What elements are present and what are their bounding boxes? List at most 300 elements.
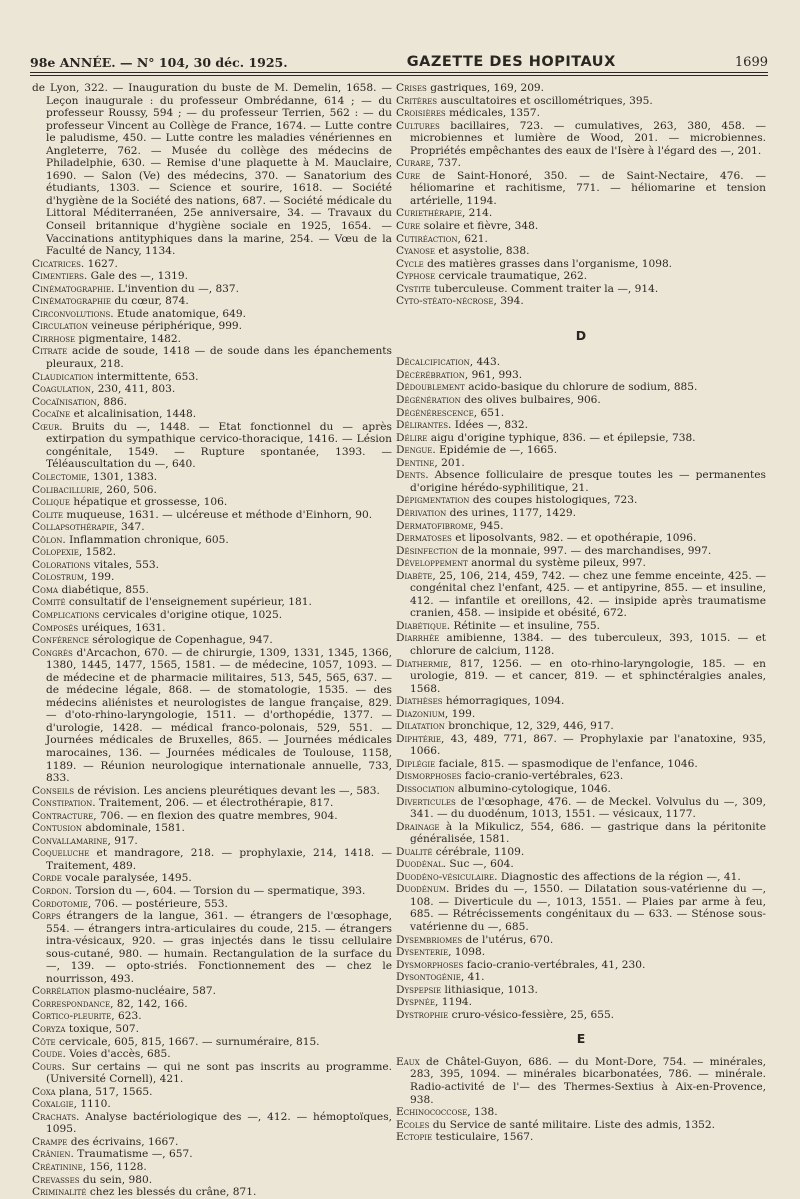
index-term: Croisières [396,107,446,120]
index-references: 1301, 1383. [89,470,158,483]
index-entry [32,822,392,835]
index-references: 886. [100,395,128,408]
index-entry [32,1111,392,1136]
index-term: Désinfection [396,544,458,557]
index-references: facio-cranio-vertébrales, 623. [461,770,624,783]
index-references: Absence folliculaire de presque toutes les — permanentes d'origine hérédo-syphilitique, 21. [410,469,766,494]
index-entry [32,1086,392,1099]
index-column-right [396,82,766,1144]
index-references: de révision. Les anciens pleurétiques devant les —, 583. [74,784,380,797]
index-references: 443. [473,356,501,369]
section-heading-d: D [575,327,587,343]
index-term: Coqueluche [32,847,90,860]
index-references: acido-basique du chlorure de sodium, 885. [464,381,698,394]
index-references: 201. [437,456,465,469]
index-references: plana, 517, 1565. [55,1085,153,1098]
index-group-c [396,82,766,308]
index-entry [32,835,392,848]
index-entry [32,1174,392,1187]
index-entry [32,571,392,584]
index-references: aigu d'origine typhique, 836. — et épilepsie, 738. [427,431,696,444]
index-entry [396,444,766,457]
index-term: Circonvolutions. [32,307,114,320]
index-entry [396,695,766,708]
index-term: Congrès [32,646,73,659]
index-term: Contracture, [32,809,97,822]
index-entry [396,708,766,721]
index-entry [32,898,392,911]
index-references: du cœur, 874. [110,295,189,308]
index-entry [32,421,392,471]
index-term: Cours. [32,1060,66,1073]
index-term: Cinématographie [32,295,111,308]
index-references: 214. [465,207,493,220]
index-term: Dysenterie, [396,946,452,959]
index-term: Correspondance, [32,997,114,1010]
index-term: Colibacillurie, [32,483,103,496]
page-header [30,40,768,70]
index-references: 25, 106, 214, 459, 742. — chez une femme enceinte, 425. — congénital chez l'enfant, 425. — et antipyrine, 855. — et insuline, 412. — infantile et oreillons, 42. — insipide après traumatisme cranien, 458. — insipide et obésité, 672. [410,569,766,620]
index-term: Crises [396,82,427,94]
index-term: Dentine, [396,456,438,469]
index-entry [396,996,766,1009]
index-term: Développement [396,557,468,570]
index-entry [32,471,392,484]
index-entry [396,233,766,246]
index-term: Cyanose [396,245,436,258]
index-entry [396,419,766,432]
index-term: Dysontogénie, [396,971,465,984]
index-entry [396,720,766,733]
index-term: Coma [32,583,59,596]
index-term: Comité [32,596,66,609]
index-references: Brides du —, 1550. — Dilatation sous-vatérienne du —, 108. — Diverticule du —, 1013, 1551. — Plaies par arme à feu, 685. — Rétrécissements congénitaux du — 633. — Sténose sous-vatérienne du —, 685. [410,883,766,933]
index-entry [396,157,766,170]
index-entry [32,283,392,296]
index-term: Citrate [32,345,68,358]
index-references: Idées —, 832. [451,419,529,432]
index-entry [396,796,766,821]
index-references: 138. [470,1106,498,1119]
index-references: cervicale traumatique, 262. [435,270,588,283]
index-entry [32,872,392,885]
index-references: anormal du système pileux, 997. [467,557,646,570]
index-entry [396,620,766,633]
index-term: Diathèses [396,695,443,708]
index-references: Sur certains — qui ne sont pas inscrits au programme. (Université Cornell), 421. [46,1060,392,1086]
index-term: Cycle [396,257,424,270]
index-term: Dérivation [396,506,447,519]
index-entry [396,381,766,394]
index-references: uréiques, 1631. [78,621,166,634]
index-term: Colopexie, [32,546,83,559]
index-entry [396,934,766,947]
journal-title: GAZETTE DES HOPITAUX [406,54,616,70]
index-references: 1582. [82,546,116,559]
index-term: Eaux [396,1055,420,1068]
index-term: Coryza [32,1023,66,1036]
index-entry [32,521,392,534]
index-term: Cortico-pleurite, [32,1010,115,1023]
index-term: Colectomie, [32,470,90,483]
index-entry [32,484,392,497]
index-references: 230, 411, 803. [94,383,176,396]
index-references: des olives bulbaires, 906. [460,394,601,407]
index-references: testiculaire, 1567. [432,1131,534,1144]
index-term: Colique [32,496,71,509]
index-references: tuberculeuse. Comment traiter la —, 914. [430,282,659,295]
index-entry [32,785,392,798]
index-entry [32,308,392,321]
index-references: Bruits du —, 1448. — Etat fonctionnel du — après extirpation du sympathique cervico-thoracique, 1416. — Lésion congénitale, 1549. — Rupture spontanée, 1393. — Téléauscultation du —, 640. [46,420,392,471]
index-group-d [396,356,766,1021]
index-references: albumino-cytologique, 1046. [454,782,611,795]
index-term: Convallamarine, [32,834,111,847]
index-entry [396,1119,766,1132]
index-references: faciale, 815. — spasmodique de l'enfance, 1046. [435,757,698,770]
index-entry [396,570,766,620]
index-entry [396,258,766,271]
index-entry [396,783,766,796]
index-references: cérébrale, 1109. [432,845,525,858]
index-term: Dédoublement [396,381,465,394]
index-term: Duodénum. [396,883,450,896]
index-entry [396,1056,766,1106]
index-term: Critères [396,94,438,107]
index-references: de Lyon, 322. — Inauguration du buste de M. Demelin, 1658. — Leçon inaugurale : du professeur Ombrédanne, 614 ; — du professeur Roussy, 594 ; — du professeur Terrien, 562 : — du professeur Vincent au Collège de France, 1674. — Lutte contre le paludisme, 450. — Lutte contre les maladies vénériennes en Angleterre, 762. — Musée du collège des médecins de Philadelphie, 630. — Remise d'une plaquette à M. Mauclaire, 1690. — Salon (Ve) des médecins, 370. — Sanatorium des étudiants, 1303. — Science et sourire, 1618. — Société d'hygiène de la Société des nations, 687. — Société médicale du Littoral Méditerranéen, 25e anniversaire, 34. — Travaux du Conseil britannique d'hygiène sociale en 1925, 1654. — Vaccinations antityphiques dans la marine, 254. — Vœu de la Faculté de Nancy, 1134. [32,82,392,258]
index-references: acide de soude, 1418 — de soude dans les épanchements pleuraux, 218. [46,345,392,371]
index-term: Cicatrices. [32,257,85,270]
index-term: Criminalité [32,1186,87,1199]
index-entry [32,985,392,998]
index-term: Coagulation, [32,383,95,396]
index-term: Diplégie [396,757,436,770]
index-term: Composés [32,621,79,634]
index-references: et asystolie, 838. [435,245,530,258]
index-references: des matières grasses dans l'organisme, 1098. [423,257,673,270]
index-term: Cocaïnisation, [32,395,101,408]
index-references: hémorragiques, 1094. [442,695,565,708]
index-term: Crachats. [32,1110,80,1123]
index-group-e [396,1056,766,1144]
index-entry [32,295,392,308]
index-entry [396,207,766,220]
index-references: à la Mikulicz, 554, 686. — gastrique dans la péritonite généralisée, 1581. [410,820,766,846]
index-entry [396,871,766,884]
index-references: 41. [464,971,485,984]
index-entry [32,1148,392,1161]
index-references: pigmentaire, 1482. [75,332,181,345]
index-references: 737. [434,157,462,170]
index-term: Diabétique. [396,619,451,632]
index-entry [32,82,392,258]
index-term: Cinématographie. [32,282,115,295]
index-references: 260, 506. [102,483,157,496]
index-references: 1110. [77,1098,111,1111]
index-term: Conférence [32,634,89,647]
index-entry [396,295,766,308]
index-entry [396,821,766,846]
index-entry [396,1131,766,1144]
index-references: 156, 1128. [86,1161,147,1174]
index-term: Crânien. [32,1148,74,1161]
index-entry [32,1036,392,1049]
index-term: Contusion [32,822,82,835]
index-references: 199. [87,571,115,584]
index-term: Dyspnée, [396,996,439,1009]
section-heading-e: E [576,1031,586,1047]
section-gap [396,308,766,330]
index-references: Etude anatomique, 649. [113,307,246,320]
index-references: 199. [448,707,476,720]
index-term: Dysmorphoses [396,958,464,971]
index-references: du Service de santé militaire. Liste des admis, 1352. [429,1118,716,1131]
index-entry [396,733,766,758]
index-references: auscultatoires et oscillométriques, 395. [437,94,653,107]
index-term: Collapsothérapie, [32,521,118,534]
index-entry [32,383,392,396]
index-term: Cimentiers. [32,270,88,283]
index-entry [396,283,766,296]
index-term: Ecoles [396,1118,430,1131]
index-references: et alcalinisation, 1448. [70,408,197,421]
index-entry [32,847,392,872]
index-entry [396,758,766,771]
index-term: Dengue. [396,444,436,457]
index-references: Traumatisme —, 657. [73,1148,193,1161]
index-term: Crampe [32,1135,68,1148]
index-entry [32,634,392,647]
index-entry [396,658,766,696]
index-entry [396,632,766,657]
index-entry [396,220,766,233]
issue-info: 98e ANNÉE. — N° 104, 30 déc. 1925. [30,55,288,70]
index-term: Cutiréaction, [396,232,461,245]
index-references: abdominale, 1581. [81,822,185,835]
index-references: 945. [476,519,504,532]
index-entry [396,971,766,984]
index-entry [396,95,766,108]
index-entry [396,520,766,533]
index-references: muqueuse, 1631. — ulcéreuse et méthode d'Einhorn, 90. [63,508,373,521]
index-entry [396,846,766,859]
index-references: de Saint-Honoré, 350. — de Saint-Nectaire, 476. — héliomarine et rachitisme, 771. — héliomarine et tension artérielle, 1194. [410,169,766,207]
index-term: Créatinine, [32,1161,87,1174]
index-references: 621. [460,232,488,245]
index-entry [396,369,766,382]
index-term: Dysembriomes [396,933,463,946]
index-references: Inflammation chronique, 605. [65,533,229,546]
index-term: Duodéno-vésiculaire. [396,870,498,883]
index-entry [396,469,766,494]
index-term: Colostrum, [32,571,88,584]
index-references: sérologique de Copenhague, 947. [88,634,273,647]
index-references: Traitement, 206. — et électrothérapie, 817. [95,797,334,810]
index-references: des urines, 1177, 1429. [446,506,576,519]
index-references: cervicales d'origine otique, 1025. [99,608,283,621]
index-references: Epidémie de —, 1665. [435,444,558,457]
index-term: Dyspepsie [396,983,442,996]
index-entry [32,609,392,622]
index-term: Dégénération [396,394,461,407]
index-entry [396,245,766,258]
index-references: solaire et fièvre, 348. [420,220,539,233]
index-entry [32,1061,392,1086]
index-references: veineuse périphérique, 999. [88,320,243,333]
index-entry [396,946,766,959]
index-term: Dualité [396,845,433,858]
index-entry [32,1023,392,1036]
index-references: médicales, 1357. [445,107,540,120]
index-term: Diazonium, [396,707,449,720]
index-term: Cultures [396,119,440,132]
index-entry [396,770,766,783]
index-references: L'invention du —, 837. [114,282,240,295]
index-entry [32,797,392,810]
index-entry [396,959,766,972]
index-term: Coude. [32,1048,66,1061]
section-gap [396,1046,766,1056]
index-references: facio-cranio-vertébrales, 41, 230. [463,958,646,971]
index-term: Cystite [396,282,431,295]
index-term: Crevasses [32,1173,80,1186]
index-entry [396,356,766,369]
index-references: toxique, 507. [65,1023,140,1036]
index-entry [32,1161,392,1174]
index-entry [32,345,392,370]
index-term: Cordon. [32,885,72,897]
index-entry [32,559,392,572]
index-entry [396,270,766,283]
index-term: Colorations [32,558,91,571]
index-entry [396,557,766,570]
index-references: cruro-vésico-fessière, 25, 655. [448,1008,615,1021]
index-entry [32,1010,392,1023]
index-references: du sein, 980. [79,1173,153,1186]
index-term: Côte [32,1035,56,1048]
index-entry [32,1048,392,1061]
index-references: Diagnostic des affections de la région —, 41. [497,870,741,883]
index-term: Echinococcose, [396,1106,471,1119]
index-references: 917. [110,834,138,847]
index-term: Côlon. [32,533,66,546]
index-term: Diphtérie, [396,732,445,745]
index-entry [32,1136,392,1149]
index-term: Délire [396,431,428,444]
index-references: 706. — postérieure, 553. [91,897,228,910]
index-entry [32,333,392,346]
index-entry [396,494,766,507]
index-term: Conseils [32,784,75,797]
index-term: Curiethérapie, [396,207,466,220]
index-entry [32,622,392,635]
index-entry [32,596,392,609]
index-column-left [32,82,392,1199]
index-entry [396,394,766,407]
index-entry [32,270,392,283]
index-term: Cure [396,169,421,182]
index-term: Cœur. [32,420,63,433]
index-term: Circulation [32,320,89,333]
index-references: amibienne, 1384. — des tuberculeux, 393, 1015. — et chlorure de calcium, 1128. [410,632,766,657]
index-term: Curare, [396,157,435,170]
index-term: Corrélation [32,985,91,998]
index-term: Dismorphoses [396,770,462,783]
index-entry [32,509,392,522]
index-entry [396,457,766,470]
index-references: de l'utérus, 670. [462,933,554,946]
index-term: Coxa [32,1085,56,1098]
index-references: 82, 142, 166. [113,997,188,1010]
index-entry [32,1186,392,1199]
index-term: Cordotomie, [32,897,92,910]
index-term: Duodénal. [396,858,447,871]
index-references: 1627. [84,257,118,270]
index-references: 961, 993. [468,368,523,381]
index-references: 651. [477,406,505,419]
index-term: Cocaïne [32,408,71,421]
index-term: Dégénérescence, [396,406,478,419]
index-entry [32,584,392,597]
index-term: Dystrophie [396,1008,449,1021]
index-term: Colite [32,508,64,521]
index-entry [396,984,766,997]
index-term: Dilatation [396,720,445,733]
index-references: Torsion du —, 604. — Torsion du — spermatique, 393. [71,885,366,897]
index-references: 1098. [451,946,486,959]
index-references: hépatique et grossesse, 106. [70,496,228,509]
index-entry [32,546,392,559]
index-entry [32,320,392,333]
index-entry [32,408,392,421]
index-entry [32,998,392,1011]
index-term: Cirrhose [32,332,76,345]
header-rule-thin [30,75,768,76]
index-entry [396,532,766,545]
index-entry [396,545,766,558]
index-term: Dermatoses [396,532,452,545]
index-references: Suc —, 604. [446,858,514,871]
index-references: Voies d'accès, 685. [65,1048,171,1061]
index-references: chez les blessés du crâne, 871. [86,1186,257,1199]
index-entry [396,170,766,208]
index-references: Gale des —, 1319. [87,270,188,283]
index-entry [32,647,392,785]
index-references: plasmo-nucléaire, 587. [90,985,217,998]
index-entry [396,858,766,871]
index-term: Décérébration, [396,368,469,381]
index-term: Claudication [32,370,94,383]
index-term: Ectopie [396,1131,433,1144]
index-references: 706. — en flexion des quatre membres, 904. [96,809,338,822]
index-term: Dermatofibrome, [396,519,477,532]
index-references: étrangers de la langue, 361. — étrangers de l'œsophage, 554. — étrangers intra-articulaires du coude, 215. — étrangers intra-vésicaux, 920. — gras injectés dans le tissu cellulaire sous-cutané, 980. — humain. Rectangulation de la surface du —, 139. — opto-striés. Fonctionnement des — chez le nourrisson, 493. [46,910,392,985]
index-entry [396,1009,766,1022]
index-entry [32,910,392,985]
index-references: bacillaires, 723. — cumulatives, 263, 380, 458. — microbiennes et lumière de Wood, 201. — microbiennes. Propriétés empêchantes des eaux de l'Isère à l'égard des —, 201. [410,119,766,157]
index-references: Analyse bactériologique des —, 412. — hémoptoïques, 1095. [46,1110,392,1136]
index-references: gastriques, 169, 209. [426,82,545,94]
index-term: Diathermie, [396,657,452,670]
index-entry [396,432,766,445]
index-term: Diverticules [396,795,456,808]
index-references: d'Arcachon, 670. — de chirurgie, 1309, 1331, 1345, 1366, 1380, 1445, 1477, 1565, 1581. — de médecine, 1057, 1093. — de médecine et de pharmacie militaires, 513, 545, 565, 637. — de médecine légale, 868. — de stomatologie, 1535. — des médecins aliénistes et neurologistes de langue française, 829. — d'oto-rhino-laryngologie, 1511. — d'orthopédie, 1377. — d'urologie, 1428. — médical franco-polonais, 529, 551. — Journées médicales de Bruxelles, 865. — Journées médicales marocaines, 136. — Journées médicales de Toulouse, 1158, 1189. — Réunion neurologique internationale annuelle, 733, 833. [46,646,392,785]
index-entry [32,1098,392,1111]
index-term: Drainage [396,820,440,833]
index-references: intermittente, 653. [93,370,199,383]
index-references: des écrivains, 1667. [67,1135,179,1148]
index-term: Cure [396,220,421,233]
